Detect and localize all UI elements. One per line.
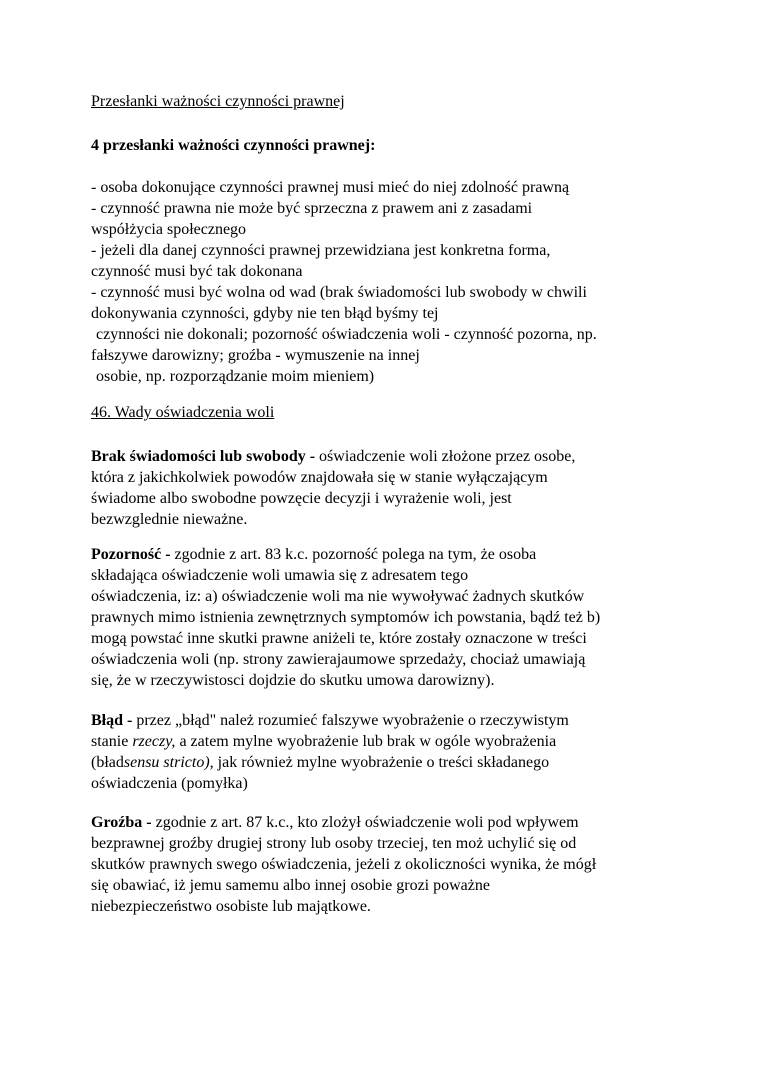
paragraph-line: bezprawnej groźby drugiej strony lub osoby trzeciej, ten moż uchylić się od xyxy=(91,835,577,852)
list-line: czynność musi być tak dokonana xyxy=(91,263,303,280)
paragraph-line: oświadczenia, iz: a) oświadczenie woli ma nie wywoływać żadnych skutków xyxy=(91,588,585,605)
paragraph-line: mogą powstać inne skutki prawne aniżeli te, które zostały oznaczone w treści xyxy=(91,630,587,647)
paragraph-line: bezwzglednie nieważne. xyxy=(91,511,248,528)
italic-text: rzeczy, xyxy=(132,733,176,750)
section-title-przeslanki xyxy=(91,91,731,112)
list-line: - osoba dokonujące czynności prawnej musi mieć do niej zdolność prawną xyxy=(91,179,570,196)
list-line: współżycia społecznego xyxy=(91,221,247,238)
paragraph-line: składająca oświadczenie woli umawia się z adresatem tego xyxy=(91,567,469,584)
paragraph-brak xyxy=(91,446,731,530)
paragraph-text: jak również mylne wyobrażenie o treści składanego xyxy=(213,754,550,771)
paragraph-line xyxy=(91,731,731,752)
paragraph-grozba xyxy=(91,812,731,917)
paragraph-line: się, że w rzeczywistosci dojdzie do skutku umowa darowizny). xyxy=(91,672,495,689)
paragraph-line: niebezpieczeństwo osobiste lub majątkowe. xyxy=(91,898,371,915)
term-label: Błąd - xyxy=(91,712,133,729)
paragraph-line: oświadczenia woli (np. strony zawierajaumowe sprzedaży, chociaż umawiają xyxy=(91,651,586,668)
paragraph-line: się obawiać, iż jemu samemu albo innej osobie grozi poważne xyxy=(91,877,490,894)
section-subtitle xyxy=(91,135,731,156)
paragraph-blad xyxy=(91,710,731,794)
list-line: osobie, np. rozporządzanie moim mieniem) xyxy=(96,368,375,385)
paragraph-line xyxy=(91,752,731,773)
paragraph-line xyxy=(91,812,731,833)
conditions-list xyxy=(91,177,731,387)
list-line: - czynność prawna nie może być sprzeczna z prawem ani z zasadami xyxy=(91,200,533,217)
paragraph-text: przez „błąd" należ rozumieć falszywe wyobrażenie o rzeczywistym xyxy=(132,712,569,729)
list-line: dokonywania czynności, gdyby nie ten błąd byśmy tej xyxy=(91,305,439,322)
paragraph-text: stanie xyxy=(91,733,133,750)
term-label: Groźba - xyxy=(91,814,152,831)
list-line: fałszywe darowizny; groźba - wymuszenie na innej xyxy=(91,347,420,364)
paragraph-text: oświadczenie woli złożone przez osobe, xyxy=(315,448,576,465)
paragraph-text: (bład xyxy=(91,754,124,771)
paragraph-text: zgodnie z art. 83 k.c. pozorność polega na tym, że osoba xyxy=(170,546,537,563)
paragraph-text: zgodnie z art. 87 k.c., kto zlożył oświadczenie woli pod wpływem xyxy=(151,814,579,831)
section-title-text: Przesłanki ważności czynności prawnej xyxy=(91,93,345,110)
paragraph-line xyxy=(91,446,731,467)
paragraph-line: oświadczenia (pomyłka) xyxy=(91,775,248,792)
term-label: Brak świadomości lub swobody - xyxy=(91,448,316,465)
paragraph-line: prawnych mimo istnienia zewnętrznych symptomów ich powstania, bądź też b) xyxy=(91,609,601,626)
paragraph-line xyxy=(91,544,731,565)
term-label: Pozorność - xyxy=(91,546,171,563)
paragraph-line xyxy=(91,710,731,731)
italic-text: sensu stricto), xyxy=(123,754,214,771)
paragraph-pozornosc xyxy=(91,544,731,691)
list-line: - czynność musi być wolna od wad (brak świadomości lub swobody w chwili xyxy=(91,284,587,301)
paragraph-line: która z jakichkolwiek powodów znajdowała się w stanie wyłączającym xyxy=(91,469,548,486)
section-title-wady xyxy=(91,402,731,423)
paragraph-line: świadome albo swobodne powzęcie decyzji i wyrażenie woli, jest xyxy=(91,490,512,507)
paragraph-text: a zatem mylne wyobrażenie lub brak w ogóle wyobrażenia xyxy=(175,733,557,750)
paragraph-line: skutków prawnych swego oświadczenia, jeżeli z okoliczności wynika, że mógł xyxy=(91,856,597,873)
subtitle-text: 4 przesłanki ważności czynności prawnej: xyxy=(91,137,376,154)
section-title-text: 46. Wady oświadczenia woli xyxy=(91,404,275,421)
list-line: - jeżeli dla danej czynności prawnej przewidziana jest konkretna forma, xyxy=(91,242,551,259)
list-line: czynności nie dokonali; pozorność oświadczenia woli - czynność pozorna, np. xyxy=(96,326,597,343)
